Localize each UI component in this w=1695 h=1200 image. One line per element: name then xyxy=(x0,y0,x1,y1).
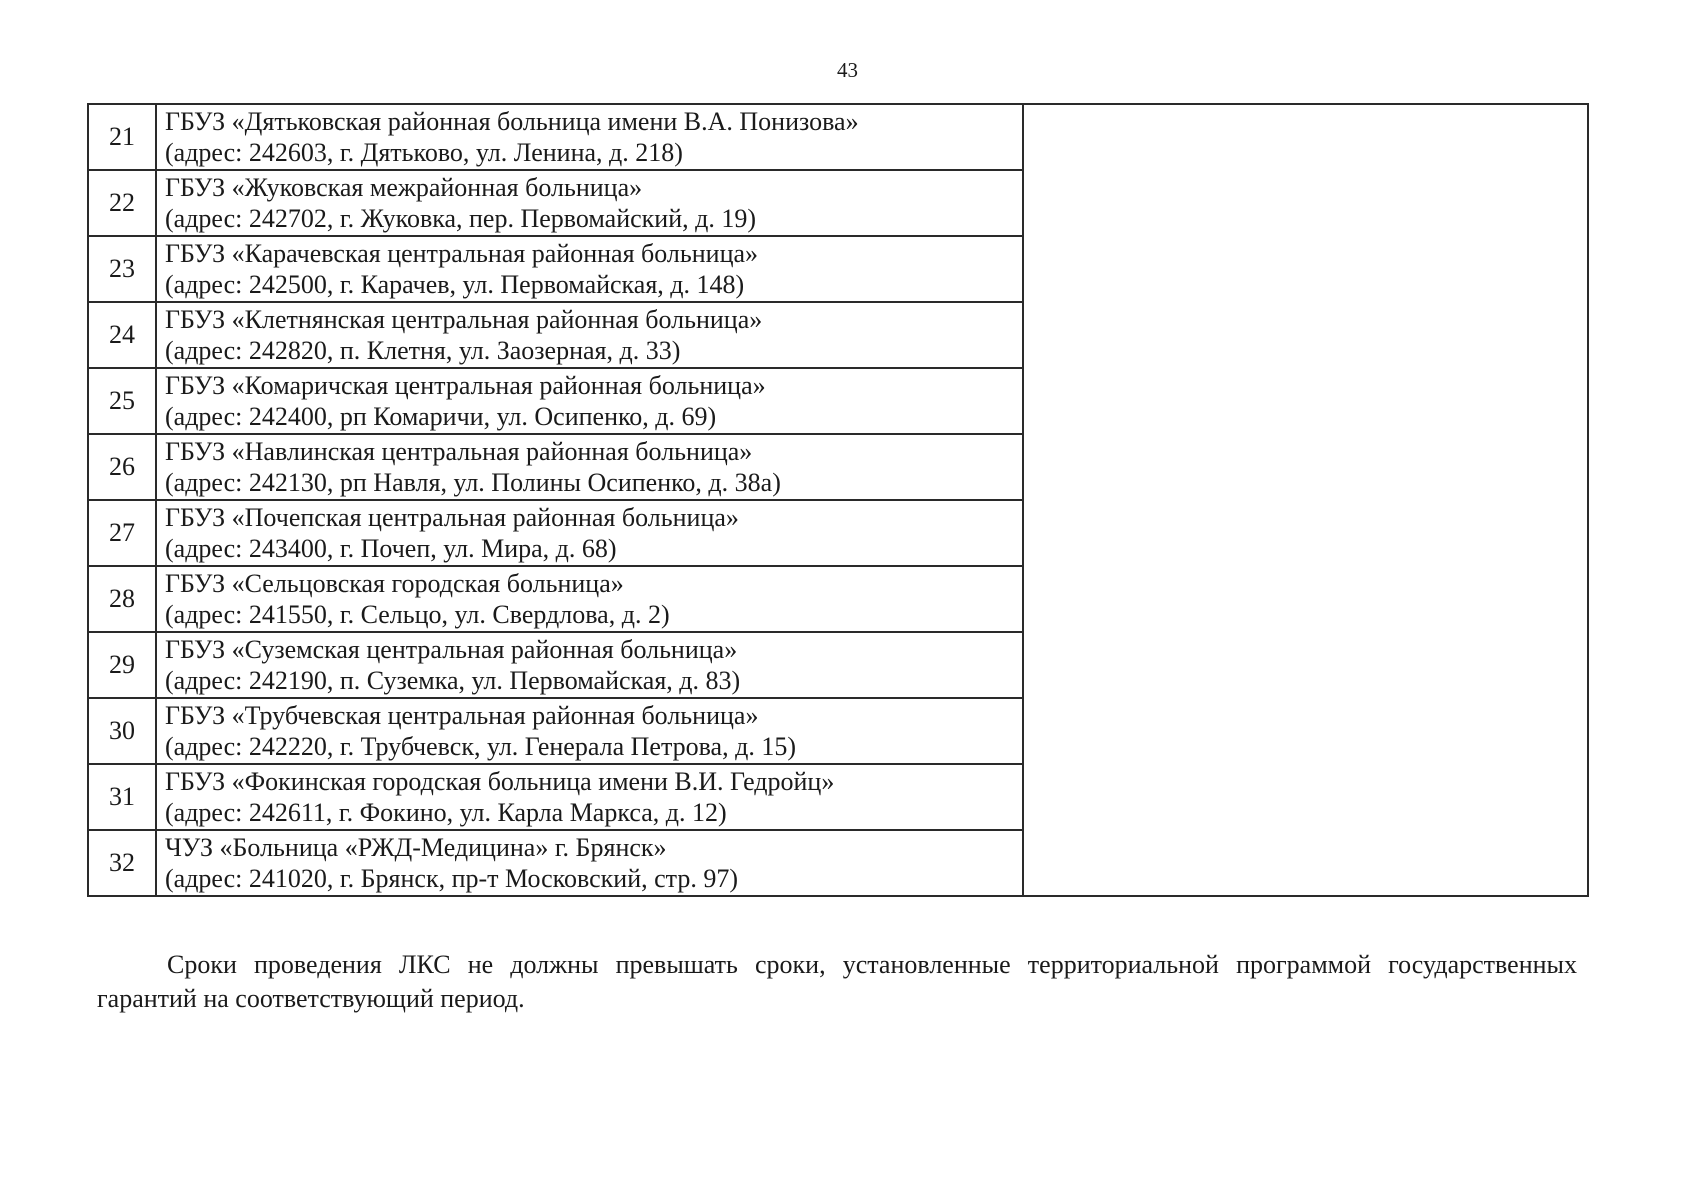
hospital-cell xyxy=(156,698,1023,764)
hospital-name: ГБУЗ «Навлинская центральная районная больница» xyxy=(165,437,753,466)
hospital-address: (адрес: 242500, г. Карачев, ул. Первомайская, д. 148) xyxy=(165,270,745,299)
row-number: 24 xyxy=(88,302,156,368)
hospital-cell xyxy=(156,302,1023,368)
table-row xyxy=(88,104,1588,170)
hospital-name: ГБУЗ «Почепская центральная районная больница» xyxy=(165,503,739,532)
hospital-cell xyxy=(156,236,1023,302)
hospital-address: (адрес: 242220, г. Трубчевск, ул. Генерала Петрова, д. 15) xyxy=(165,732,796,761)
hospital-table xyxy=(87,103,1589,897)
row-number: 29 xyxy=(88,632,156,698)
hospital-address: (адрес: 242130, рп Навля, ул. Полины Осипенко, д. 38а) xyxy=(165,468,781,497)
hospital-address: (адрес: 242820, п. Клетня, ул. Заозерная, д. 33) xyxy=(165,336,681,365)
row-number: 27 xyxy=(88,500,156,566)
hospital-name: ЧУЗ «Больница «РЖД-Медицина» г. Брянск» xyxy=(165,833,667,862)
hospital-name: ГБУЗ «Клетнянская центральная районная больница» xyxy=(165,305,763,334)
row-number: 22 xyxy=(88,170,156,236)
hospital-name: ГБУЗ «Суземская центральная районная больница» xyxy=(165,635,738,664)
hospital-cell xyxy=(156,170,1023,236)
row-number: 21 xyxy=(88,104,156,170)
hospital-name: ГБУЗ «Комаричская центральная районная больница» xyxy=(165,371,766,400)
closing-paragraph: Сроки проведения ЛКС не должны превышать сроки, установленные территориальной программой государственных гарантий на соответствующий период. xyxy=(97,950,1577,1013)
hospital-cell xyxy=(156,434,1023,500)
row-number: 26 xyxy=(88,434,156,500)
hospital-address: (адрес: 241550, г. Сельцо, ул. Свердлова, д. 2) xyxy=(165,600,670,629)
hospital-cell xyxy=(156,830,1023,896)
hospital-cell xyxy=(156,104,1023,170)
page-number: 43 xyxy=(837,58,858,82)
hospital-address: (адрес: 242611, г. Фокино, ул. Карла Маркса, д. 12) xyxy=(165,798,727,827)
row-number: 25 xyxy=(88,368,156,434)
hospital-name: ГБУЗ «Карачевская центральная районная больница» xyxy=(165,239,759,268)
hospital-name: ГБУЗ «Дятьковская районная больница имени В.А. Понизова» xyxy=(165,107,859,136)
row-number: 23 xyxy=(88,236,156,302)
hospital-cell xyxy=(156,500,1023,566)
hospital-address: (адрес: 242702, г. Жуковка, пер. Первомайский, д. 19) xyxy=(165,204,756,233)
row-number: 31 xyxy=(88,764,156,830)
hospital-cell xyxy=(156,368,1023,434)
hospital-name: ГБУЗ «Фокинская городская больница имени В.И. Гедройц» xyxy=(165,767,835,796)
hospital-cell xyxy=(156,566,1023,632)
hospital-name: ГБУЗ «Жуковская межрайонная больница» xyxy=(165,173,643,202)
row-number: 30 xyxy=(88,698,156,764)
hospital-cell xyxy=(156,764,1023,830)
row-number: 28 xyxy=(88,566,156,632)
hospital-address: (адрес: 241020, г. Брянск, пр-т Московский, стр. 97) xyxy=(165,864,738,893)
empty-column-cell xyxy=(1023,104,1588,896)
hospital-address: (адрес: 242603, г. Дятьково, ул. Ленина, д. 218) xyxy=(165,138,683,167)
hospital-address: (адрес: 243400, г. Почеп, ул. Мира, д. 68) xyxy=(165,534,617,563)
hospital-address: (адрес: 242400, рп Комаричи, ул. Осипенко, д. 69) xyxy=(165,402,717,431)
hospital-name: ГБУЗ «Сельцовская городская больница» xyxy=(165,569,624,598)
hospital-cell xyxy=(156,632,1023,698)
hospital-name: ГБУЗ «Трубчевская центральная районная больница» xyxy=(165,701,759,730)
row-number: 32 xyxy=(88,830,156,896)
hospital-address: (адрес: 242190, п. Суземка, ул. Первомайская, д. 83) xyxy=(165,666,741,695)
